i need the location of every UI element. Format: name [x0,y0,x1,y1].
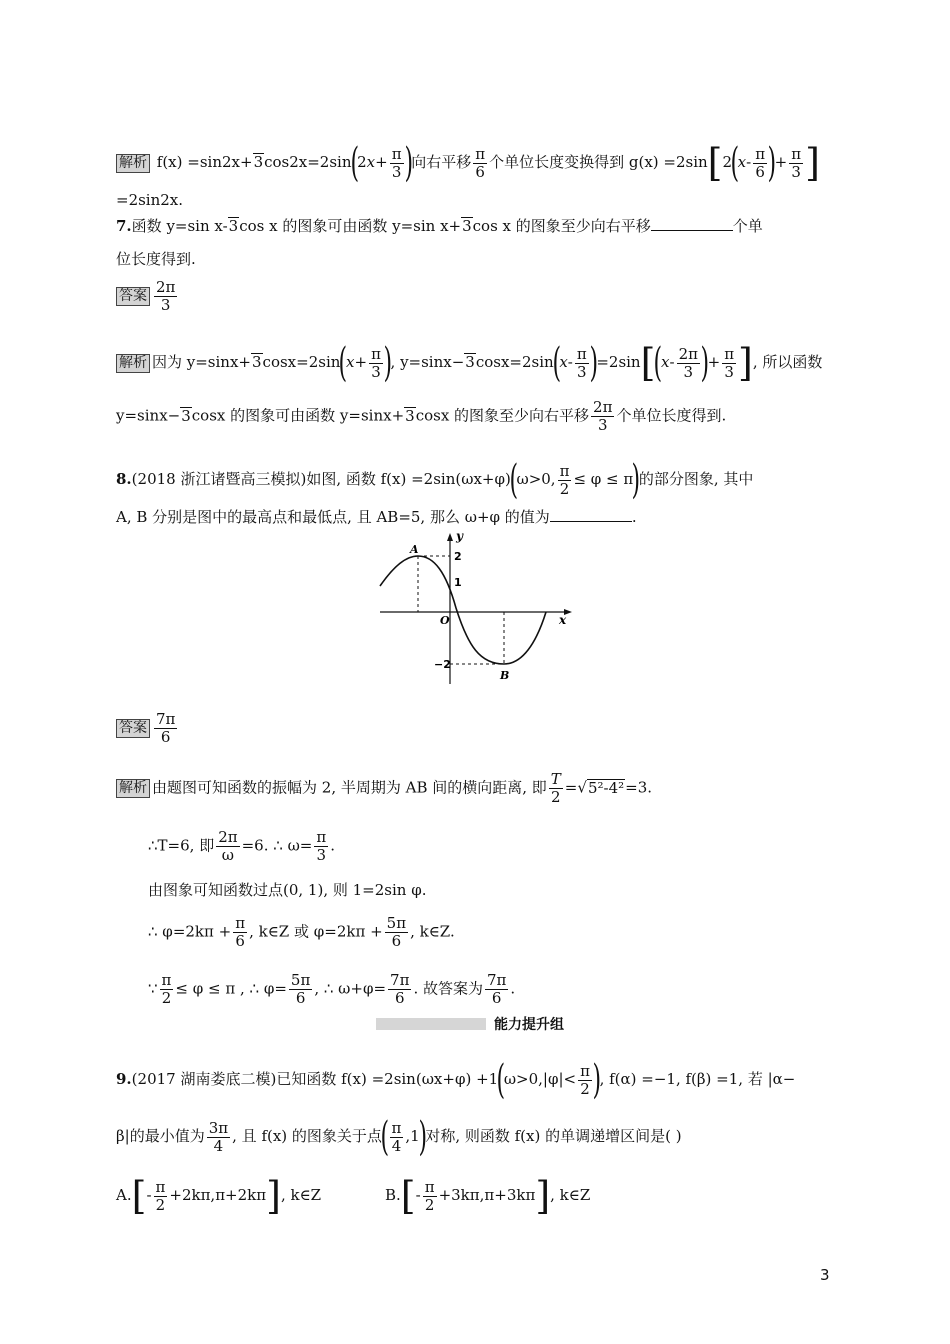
q7-a-t1: cosx=2sin [262,353,341,371]
q8-sine-graph [376,528,576,688]
q7-a-t4: =2sin [596,353,641,371]
q7-a-t2: , y=sinx− [390,353,465,371]
section-bar [376,1018,486,1030]
q9-option-a-label: A. [116,1186,132,1204]
q8-text2: 的部分图象, 其中 [638,470,754,488]
graph-x-label: x [559,613,567,627]
q9-option-b-label: B. [385,1186,401,1204]
q7-text4: 个单 [732,217,763,235]
shift-text: 向右平移 [411,153,472,171]
analysis-label: 解析 [116,779,150,798]
q9-option-b-tail: , k∈Z [550,1186,591,1204]
q6-analysis-prefix: f(x) =sin2x+ [156,153,253,171]
q7-a-t5: , 所以函数 [752,353,823,371]
q7-answer-blank[interactable] [651,216,733,231]
q7-answer [116,279,179,314]
q8-analysis-line3: 由图象可知函数过点(0, 1), 则 1=2sin φ. [148,881,427,899]
q9-option-b[interactable]: B.[- $\frac{\pi}{2}$ +3kπ,π+3kπ], k∈Z [385,1174,591,1218]
q8-a5e: . [510,979,516,998]
q8-analysis-line1: 解析 由题图可知函数的振幅为 2, 半周期为 AB 间的横向距离, 即 $\frac{T}{2}$ =√5²-4²=3. [116,771,652,806]
analysis-label: 解析 [116,354,150,373]
q6-analysis-mid: cos2x=2sin [264,153,352,171]
q7-number: 7. [116,217,132,235]
q8-answer-fraction [154,711,177,746]
sqrt-3: 3 [465,353,475,371]
q8-a1b: = [564,778,578,797]
q8-a1: 由题图可知函数的振幅为 2, 半周期为 AB 间的横向距离, 即 [152,778,547,797]
sqrt-3: 3 [228,217,239,235]
q8-source: (2018 浙江诸暨高三模拟) [131,470,307,488]
q9-option-a-tail: , k∈Z [280,1186,322,1204]
q7-analysis-line2: y=sinx−3cosx 的图象可由函数 y=sinx+3cosx 的图象至少向右平移 $\frac{2\pi}{3}$ 个单位长度得到. [116,398,727,434]
q8-a1c: =3. [625,778,653,797]
graph-y-label: y [456,529,463,543]
q7-answer-fraction [154,279,177,314]
q8-a4c: , k∈Z. [410,922,455,941]
q9-question-line1: 9.(2017 湖南娄底二模)已知函数 f(x) =2sin(ωx+φ) +1(ω>0,|φ|< $\frac{\pi}{2}$ ), f(α) =−1, f(β) =1, 若 |α− [116,1057,796,1103]
q9-text2: , f(α) =−1, f(β) =1, 若 |α− [599,1070,796,1088]
sqrt-3: 3 [253,153,264,171]
q8-question-line2: A, B 分别是图中的最高点和最低点, 且 AB=5, 那么 ω+φ 的值为 . [116,508,637,526]
q9-question-line2: β|的最小值为 $\frac{3\pi}{4}$ , 且 f(x) 的图象关于点( $\frac{\pi}{4}$ ,1)对称, 则函数 f(x) 的单调递增区间是( ) [116,1114,682,1160]
graph-origin: O [440,614,450,627]
g-text: g(x) =2sin [628,153,708,171]
q9-cond: ω>0,|φ|< [503,1070,577,1088]
q7-answer-den: 3 [160,296,171,314]
q8-number: 8. [116,470,132,488]
q6-analysis-line: 解析 f(x) =sin2x+3cos2x=2sin(2x+ $\frac{\pi}{3}$ )向右平移 $\frac{\pi}{6}$ 个单位长度变换得到 g(x) =2sin[2(x- $\frac{\pi}{6}$ )+ $\frac{\pi}{3}$ ] [116,143,820,183]
q8-cond2: ≤ φ ≤ π [573,470,634,488]
q7-a-l2a: y=sinx− [116,406,181,425]
q7-analysis-line1: 解析 因为 y=sinx+3cosx=2sin(x+ $\frac{\pi}{3}$ ), y=sinx−3cosx=2sin(x- $\frac{\pi}{3}$ )=2sin[(x- $\frac{2\pi}{3}$ )+ $\frac{\pi}{3}$ ], 所以函数 [116,343,822,383]
q8-answer [116,711,179,746]
q7-a-because: 因为 y=sinx+ [152,353,251,371]
q7-question-line1 [116,216,763,236]
q9-option-b-body: +3kπ,π+3kπ [438,1186,536,1204]
sqrt-3: 3 [405,406,415,425]
q8-question-line1: 8.(2018 浙江诸暨高三模拟)如图, 函数 f(x) =2sin(ωx+φ)(ω>0, $\frac{\pi}{2}$ ≤ φ ≤ π)的部分图象, 其中 [116,457,754,503]
q9-source: (2017 湖南娄底二模) [131,1070,277,1088]
graph-tick-1: 1 [454,576,462,589]
q9-text4: , 且 f(x) 的图象关于点 [232,1127,382,1145]
q8-a4a: ∴ φ=2kπ + [148,922,232,941]
q9-text3: β|的最小值为 [116,1127,205,1145]
q8-a4b: , k∈Z 或 φ=2kπ + [249,922,383,941]
q9-text1: 已知函数 f(x) =2sin(ωx+φ) +1 [276,1070,499,1088]
q8-a2a: ∴T=6, 即 [148,836,215,855]
answer-label: 答案 [116,719,150,738]
q8-a2b: =6. ∴ ω= [241,836,313,855]
analysis-label: 解析 [116,154,150,173]
sqrt-3: 3 [252,353,262,371]
q8-analysis-line4: ∴ φ=2kπ + $\frac{\pi}{6}$ , k∈Z 或 φ=2kπ + $\frac{5\pi}{6}$ , k∈Z. [148,914,455,950]
answer-label: 答案 [116,287,150,306]
q7-a-l2d: 个单位长度得到. [616,406,727,425]
q7-a-l2b: cosx 的图象可由函数 y=sinx+ [191,406,405,425]
q6-continuation: =2sin2x. [116,191,184,209]
section-title: 能力提升组 [494,1017,564,1033]
q8-answer-num: 7π [156,710,176,728]
q8-a5b: ≤ φ ≤ π , ∴ φ= [175,979,287,998]
shift-unit: 个单位长度变换得到 [489,153,625,171]
graph-tick-2: 2 [454,550,462,563]
q8-text1: 如图, 函数 f(x) =2sin(ωx+φ) [306,470,511,488]
sqrt-3: 3 [181,406,191,425]
q8-a5a: ∵ [148,979,158,998]
q7-answer-num: 2π [156,278,176,296]
sqrt-3: 3 [462,217,472,235]
q8-text3: A, B 分别是图中的最高点和最低点, 且 AB=5, 那么 ω+φ 的值为 [116,508,550,526]
q8-cond: ω>0, [516,470,556,488]
q8-analysis-line5: ∵ $\frac{\pi}{2}$ ≤ φ ≤ π , ∴ φ= $\frac{5\pi}{6}$ , ∴ ω+φ= $\frac{7\pi}{6}$ . 故答案为 $\frac{7\pi}{6}$ . [148,971,516,1007]
q7-text1: 函数 y=sin x- [131,217,228,235]
q8-a5d: . 故答案为 [413,979,483,998]
q7-a-t3: cosx=2sin [475,353,554,371]
q8-answer-den: 6 [160,728,171,746]
q8-answer-blank[interactable] [550,507,632,522]
q7-question-line2: 位长度得到. [116,250,196,268]
graph-point-a: A [410,543,419,556]
page-number: 3 [820,1266,830,1284]
q7-a-l2c: cosx 的图象至少向右平移 [415,406,590,425]
q8-a5c: , ∴ ω+φ= [314,979,387,998]
q7-text3: cos x 的图象至少向右平移 [472,217,651,235]
q9-option-a[interactable]: A.[- $\frac{\pi}{2}$ +2kπ,π+2kπ], k∈Z [116,1174,322,1218]
q9-number: 9. [116,1070,132,1088]
graph-tick-m2: −2 [434,658,451,671]
q9-text5: 对称, 则函数 f(x) 的单调递增区间是( ) [425,1127,682,1145]
q9-option-a-body: +2kπ,π+2kπ [169,1186,267,1204]
graph-point-b: B [500,669,510,682]
q8-analysis-line2: ∴T=6, 即 $\frac{2\pi}{\omega}$ =6. ∴ ω= $\frac{\pi}{3}$ . [148,828,336,864]
q7-text2: cos x 的图象可由函数 y=sin x+ [239,217,462,235]
